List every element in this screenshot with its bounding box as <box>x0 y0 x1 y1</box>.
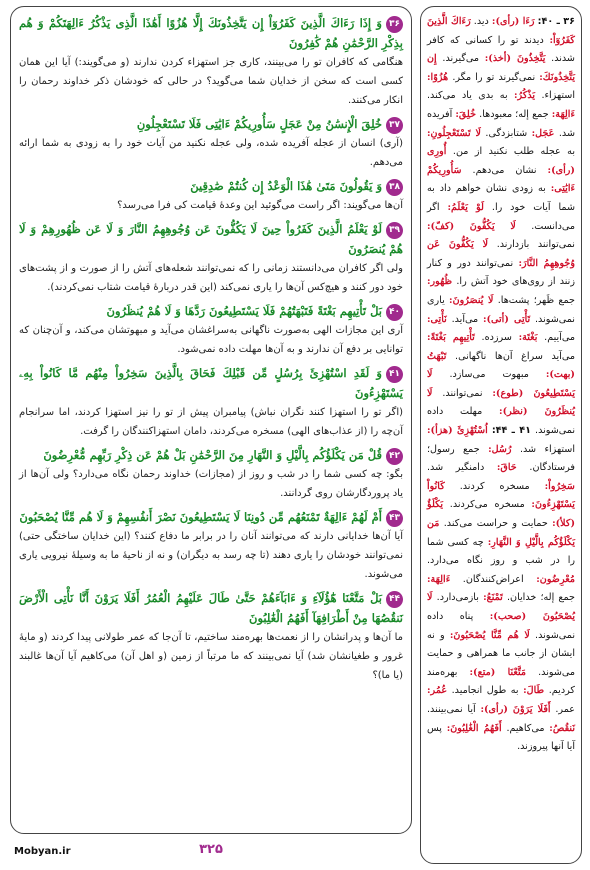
verse-arabic <box>19 219 403 259</box>
verse-arabic-text: لَوْ يَعْلَمُ الَّذِينَ كَفَرُواْ حِينَ لَا يَكُفُّونَ عَن وُجُوهِهِمُ النَّارَ وَ لَا عَن ظُهُورِهِمْ وَ لَا هُمْ يُنصَرُونَ <box>19 222 403 256</box>
verse-arabic <box>19 301 403 321</box>
vocabulary-word: لَا يَسْتَطِيعُونَ (طوع): <box>427 369 575 399</box>
verse-arabic <box>19 507 403 527</box>
vocabulary-word: هُزُوًا: <box>427 71 449 83</box>
verse-item <box>19 219 403 297</box>
vocabulary-word: لَا يُنصَرُونَ: <box>449 294 494 306</box>
vocabulary-word: سَخِرُواْ: <box>544 480 575 492</box>
vocabulary-word: لَا يُنظَرُونَ (نظر): <box>427 387 575 418</box>
vocabulary-meaning: آفریده شد. <box>427 108 575 139</box>
verse-translation: ولی اگر کافران می‌دانستند زمانی را که نمی‌توانند شعله‌های آتش را از صورت و از پشت‌های خود دور کنند و هیچ‌کس آن‌ها را یاری نمی‌کند (این قدر دربارهٔ قیامت شتاب نمی‌کردند). <box>19 263 403 293</box>
vocabulary-meaning: می‌کاهیم. <box>506 722 545 734</box>
vocabulary-meaning: نمی‌توانند بازدارند. <box>496 239 575 251</box>
vocabulary-word: لَا تَسْتَعْجِلُونِ: <box>427 127 481 139</box>
vocabulary-word: حَاقَ: <box>496 462 517 474</box>
verse-number-badge: ۴۴ <box>386 591 403 608</box>
verse-item <box>19 588 403 685</box>
vocabulary-meaning: به طول انجامید. <box>451 685 519 697</box>
vocabulary-meaning: پناه داده نمی‌شوند. <box>427 611 575 641</box>
vocabulary-word: رَءَاكَ الَّذِينَ كَفَرُوٓاْ: <box>427 16 575 46</box>
vocabulary-meaning: اگر می‌دانست. <box>427 201 575 232</box>
verse-arabic-text: قُلْ مَن يَكْلَؤُكُم بِالَّيْلِ وَ النَّهَارِ مِنَ الرَّحْمَٰنِ بَلْ هُمْ عَن ذِكْرِ رَبِّهِم مُّعْرِضُونَ <box>43 448 382 462</box>
vocabulary-meaning: جمع رسول؛ فرستادگان. <box>427 443 575 474</box>
verse-translation: بگو: چه کسی شما را در شب و روز از (مجازات) خداوند رحمان نگاه می‌دارد؟ ولی آن‌ها از یاد پروردگارشان روی گردانند. <box>19 469 403 499</box>
vocabulary-meaning: استهزاء. <box>541 90 575 102</box>
vocabulary-entry <box>474 16 535 27</box>
vocabulary-word: لَا يَكُفُّونَ (كفّ): <box>427 220 516 232</box>
vocabulary-word: تَمْنَعُ: <box>483 592 503 604</box>
verse-arabic-text: وَ إِذَا رَءَاكَ الَّذِينَ كَفَرُوٓاْ إِن يَتَّخِذُونَكَ إِلَّا هُزُوًا أَهَٰذَا الَّذِى يَذْكُرُ ءَالِهَتَكُمْ وَ هُم بِذِكْرِ الرَّحْمَٰنِ هُمْ كَٰفِرُونَ <box>19 16 403 50</box>
vocabulary-meaning: نمی‌گیرند تو را مگر. <box>452 71 536 83</box>
verse-arabic <box>19 176 403 196</box>
vocabulary-meaning: مبهوت می‌سازد. <box>449 369 529 381</box>
verse-item <box>19 176 403 215</box>
verse-arabic-text: بَلْ تَأْتِيهِم بَغْتَةً فَتَبْهَتُهُمْ فَلَا يَسْتَطِيعُونَ رَدَّهَا وَ لَا هُمْ يُنظَرُونَ <box>106 304 382 318</box>
vocabulary-word: مُعْرِضُون: <box>536 573 575 585</box>
vocabulary-meaning: سرزده. <box>481 332 512 344</box>
vocabulary-entry <box>460 481 575 492</box>
vocabulary-entry <box>479 109 575 120</box>
verse-item <box>19 301 403 359</box>
verse-arabic-text: وَ يَقُولُونَ مَتَىٰ هَٰذَا الْوَعْدُ إِن كُنتُمْ صَٰدِقِينَ <box>190 179 382 193</box>
vocabulary-word: مَتَّعْنَا (متع): <box>469 666 527 678</box>
verse-arabic-text: خُلِقَ الْإِنسَٰنُ مِنْ عَجَلٍ سَأُورِيكُمْ ءَايَٰتِى فَلَا تَسْتَعْجِلُونِ <box>136 117 382 131</box>
vocabulary-meaning: دیدند تو را کسانی که کافر شدند. <box>427 34 575 65</box>
vocabulary-entry <box>437 592 503 603</box>
verse-number-badge: ۴۱ <box>386 366 403 383</box>
vocabulary-word: أَفَلَا يَرَوْنَ (رأی): <box>480 703 551 715</box>
vocabulary-entry <box>452 314 531 325</box>
verse-translation: (اگر تو را استهزا کنند نگران نباش) پیامبران پیش از تو را نیز استهزا کردند، اما سرانجام آن‌چه را (از عذاب‌های الهی) مسخره می‌کردند، دامان استهزاکنندگان را گرفت. <box>19 407 403 437</box>
vocabulary-meaning: جمع إله؛ خدایان. <box>506 592 575 604</box>
vocabulary-meaning: استهزاء شد. <box>519 443 575 455</box>
verse-item <box>19 114 403 172</box>
verse-translation: آن‌ها می‌گویند: اگر راست می‌گوئید این وعدهٔ قیامت کی فرا می‌رسد؟ <box>117 200 403 211</box>
vocabulary-entry <box>482 332 538 343</box>
vocabulary-word: كَانُواْ يَسْتَهْزِءُونَ: <box>427 480 575 511</box>
vocabulary-list <box>427 13 575 757</box>
vocabulary-meaning: بهره‌مند کردیم. <box>427 666 575 697</box>
verse-arabic-text: أَمْ لَهُمْ ءَالِهَةٌ تَمْنَعُهُم مِّن دُونِنَا لَا يَسْتَطِيعُونَ نَصْرَ أَنفُسِهِمْ وَ لَا هُم مِّنَّا يُصْحَبُونَ <box>19 510 382 524</box>
vocabulary-word: يَكْلَؤُ (كلأ): <box>427 499 575 530</box>
verse-item <box>19 363 403 441</box>
verse-arabic <box>19 114 403 134</box>
vocabulary-word: أُورِى (رأی): <box>427 146 575 176</box>
vocabulary-entry <box>442 53 545 64</box>
verse-number-badge: ۴۳ <box>386 510 403 527</box>
verse-range-label: ۳۶ ـ ۴۰: <box>537 16 575 27</box>
verse-number-badge: ۳۹ <box>386 222 403 239</box>
verse-translation: (آری) انسان از عجله آفریده شده، ولی عجله نکنید من آیات خود را به زودی به شما ارائه می‌دهم. <box>19 138 403 168</box>
vocabulary-word: رُسُل: <box>488 443 512 455</box>
verse-item <box>19 507 403 584</box>
vocabulary-meaning: جمع ظَهر؛ پشت‌ها. <box>497 294 575 306</box>
verse-number-badge: ۳۸ <box>386 179 403 196</box>
vocabulary-meaning: مسخره می‌کردند. <box>449 499 525 511</box>
vocabulary-meaning: یاری نمی‌شوند. <box>427 294 575 325</box>
vocabulary-meaning: نمی‌توانند دور و کنار زنند از روی‌های خود آتش را. <box>427 257 575 288</box>
vocabulary-word: نَنقُصُ: <box>549 722 575 734</box>
vocabulary-meaning: و نه ایشان از جانب ما همراهی و حمایت می‌شوند. <box>427 629 575 678</box>
verse-number-badge: ۳۶ <box>386 16 403 33</box>
verse-item <box>19 13 403 110</box>
verse-arabic <box>19 13 403 53</box>
vocabulary-meaning: مسخره کردند. <box>459 480 530 492</box>
vocabulary-word: سَأُورِيكُمْ ءَايَٰتِى: <box>427 164 576 195</box>
verse-number-badge: ۴۰ <box>386 304 403 321</box>
vocabulary-word: ظُهُور: <box>427 276 453 288</box>
vocabulary-meaning: دامنگیر شد. <box>427 462 485 474</box>
verse-arabic <box>19 363 403 403</box>
vocabulary-word: اُسْتُهْزِئَ (هزأ): <box>427 425 488 437</box>
vocabulary-word: نَأْتِى: <box>427 313 447 325</box>
verse-arabic <box>19 588 403 628</box>
vocabulary-panel <box>420 6 582 864</box>
vocabulary-word: لَا يُصْحَبُونَ (صحب): <box>427 592 575 622</box>
verse-arabic-text: بَلْ مَتَّعْنَا هَٰٓؤُلَآءِ وَ ءَابَآءَهُمْ حَتَّىٰ طَالَ عَلَيْهِمُ الْعُمُرُ أَفَلَا يَرَوْنَ أَنَّا نَأْتِى الْأَرْضَ نَنقُصُهَا مِنْ أَطْرَافِهَآ أَفَهُمُ الْغَٰلِبُونَ <box>19 591 403 625</box>
vocabulary-word: إِن يَتَّخِذُونَكَ: <box>427 53 575 83</box>
vocabulary-word: أَفَهُمُ الْغَٰلِبُونَ: <box>446 722 502 734</box>
page-number: ۳۲۵ <box>199 842 223 857</box>
vocabulary-meaning: دید. <box>473 16 489 27</box>
vocabulary-word: لَا هُم مِّنَّا يُصْحَبُونَ: <box>449 629 530 641</box>
vocabulary-meaning: بازمی‌دارد. <box>436 592 479 604</box>
vocabulary-word: رَءَا (رأی): <box>491 16 535 27</box>
site-watermark: Mobyan.ir <box>14 846 71 857</box>
vocabulary-meaning: به بدی یاد می‌کند. <box>427 90 508 102</box>
vocabulary-word: يَتَّخِذُونَ (أخذ): <box>484 53 546 65</box>
vocabulary-word: تَبْهَتُ (بهت): <box>427 350 575 381</box>
vocabulary-meaning: می‌آید سراغ آن‌ها ناگهانی. <box>455 350 575 362</box>
vocabulary-word: عَجَل: <box>531 127 555 139</box>
vocabulary-meaning: جمع إله؛ معبودها. <box>479 108 549 120</box>
vocabulary-word: يَذْكُرُ: <box>513 90 536 102</box>
verse-arabic <box>19 445 403 465</box>
vocabulary-meaning: عمر. <box>555 703 575 715</box>
vocabulary-word: تَأْتِيهِم بَغْتَةً: <box>427 332 475 344</box>
verse-range-label: ۴۱ ـ ۴۴: <box>491 425 531 437</box>
vocabulary-meaning: نمی‌توانند. <box>442 387 483 399</box>
vocabulary-word: عُمُر: <box>427 685 448 697</box>
vocabulary-meaning: شتابزدگی. <box>485 127 528 139</box>
verses-panel <box>10 6 412 834</box>
verse-arabic-text: وَ لَقَدِ اسْتُهْزِئَ بِرُسُلٍ مِّن قَبْلِكَ فَحَاقَ بِالَّذِينَ سَخِرُواْ مِنْهُم مَّا كَانُواْ بِهِۦ يَسْتَهْزِءُونَ <box>19 366 403 400</box>
vocabulary-meaning: به زودی نشان خواهم داد به شما آیات خود را. <box>427 183 575 213</box>
verse-list <box>19 13 403 685</box>
vocabulary-word: لَا يَكُفُّونَ عَن وُجُوهِهِمُ النَّارَ: <box>427 239 575 269</box>
vocabulary-entry <box>506 723 575 734</box>
vocabulary-entry <box>452 685 545 696</box>
vocabulary-entry <box>463 574 575 585</box>
vocabulary-entry <box>427 90 535 101</box>
vocabulary-word: بَغْتَة: <box>518 332 538 344</box>
vocabulary-meaning: مهلت داده نمی‌شوند. <box>427 406 575 437</box>
vocabulary-meaning: حمایت و حراست می‌کند. <box>443 518 548 530</box>
vocabulary-word: ءَالِهَة: <box>551 108 575 120</box>
vocabulary-word: ءَالِهَة: <box>427 573 451 585</box>
verse-translation: آیا آن‌ها خدایانی دارند که می‌توانند آنان را در برابر ما دفاع کنند؟ (این خدایان ساختگی حتی) نمی‌توانند خودشان را یاری دهند (تا چه رسد به دیگران) و نه از ناحیهٔ ما به وسیلهٔ نیرویی یاری می‌شوند. <box>19 531 403 580</box>
vocabulary-meaning: نشان می‌دهم. <box>472 164 537 176</box>
verse-translation: هنگامی که کافران تو را می‌بینند، کاری جز استهزاء کردن ندارند (و می‌گویند:) آیا این همان کسی است که سخن از خدایان شما می‌گوید؟ در حالی که خودشان ذکر خداوند رحمان را انکار می‌کنند. <box>19 57 403 106</box>
vocabulary-meaning: پس آیا آنها پیروزند. <box>427 722 575 753</box>
vocabulary-meaning: چه کسی شما را در شب و روز نگاه می‌دارد. <box>427 536 575 567</box>
verse-number-badge: ۳۷ <box>386 117 403 134</box>
verse-translation: آری این مجازات الهی به‌صورت ناگهانی به‌سراغشان می‌آید و مبهوتشان می‌کند، و آن‌چنان که توانایی بر دفع آن ندارند و به آن‌ها مهلت داده نمی‌شود. <box>19 325 403 355</box>
vocabulary-word: طَالَ: <box>523 685 545 697</box>
vocabulary-word: مَن يَكْلَؤُكُم بِالَّيْلِ وَ النَّهَارِ: <box>427 518 575 548</box>
vocabulary-meaning: آیا نمی‌بینند. <box>427 703 476 715</box>
verse-number-badge: ۴۲ <box>386 448 403 465</box>
vocabulary-entry <box>427 462 517 473</box>
vocabulary-meaning: می‌آید. <box>451 313 479 325</box>
vocabulary-meaning: به عجله طلب نکنید از من. <box>452 146 575 158</box>
vocabulary-entry <box>485 128 554 139</box>
vocabulary-word: تَأْتِى (أتی): <box>482 313 531 325</box>
vocabulary-meaning: اعراض‌کنندگان. <box>462 573 524 585</box>
vocabulary-meaning: می‌آییم. <box>544 332 575 344</box>
vocabulary-entry <box>427 704 551 715</box>
verse-item <box>19 445 403 503</box>
vocabulary-word: لَوْ يَعْلَمُ: <box>447 201 484 213</box>
vocabulary-meaning: می‌گیرند. <box>442 53 480 65</box>
vocabulary-word: خُلِقَ: <box>455 108 477 120</box>
verse-translation: ما آن‌ها و پدرانشان را از نعمت‌ها بهره‌مند ساختیم، تا آن‌جا که عمر طولانی پیدا کردند (و مایهٔ غرور و طغیانشان شد) آیا نمی‌بینند که ما مرتباً از زمین (و اهل آن) می‌کاهیم آیا آن‌ها غالبند (یا ما)؟ <box>19 632 403 681</box>
